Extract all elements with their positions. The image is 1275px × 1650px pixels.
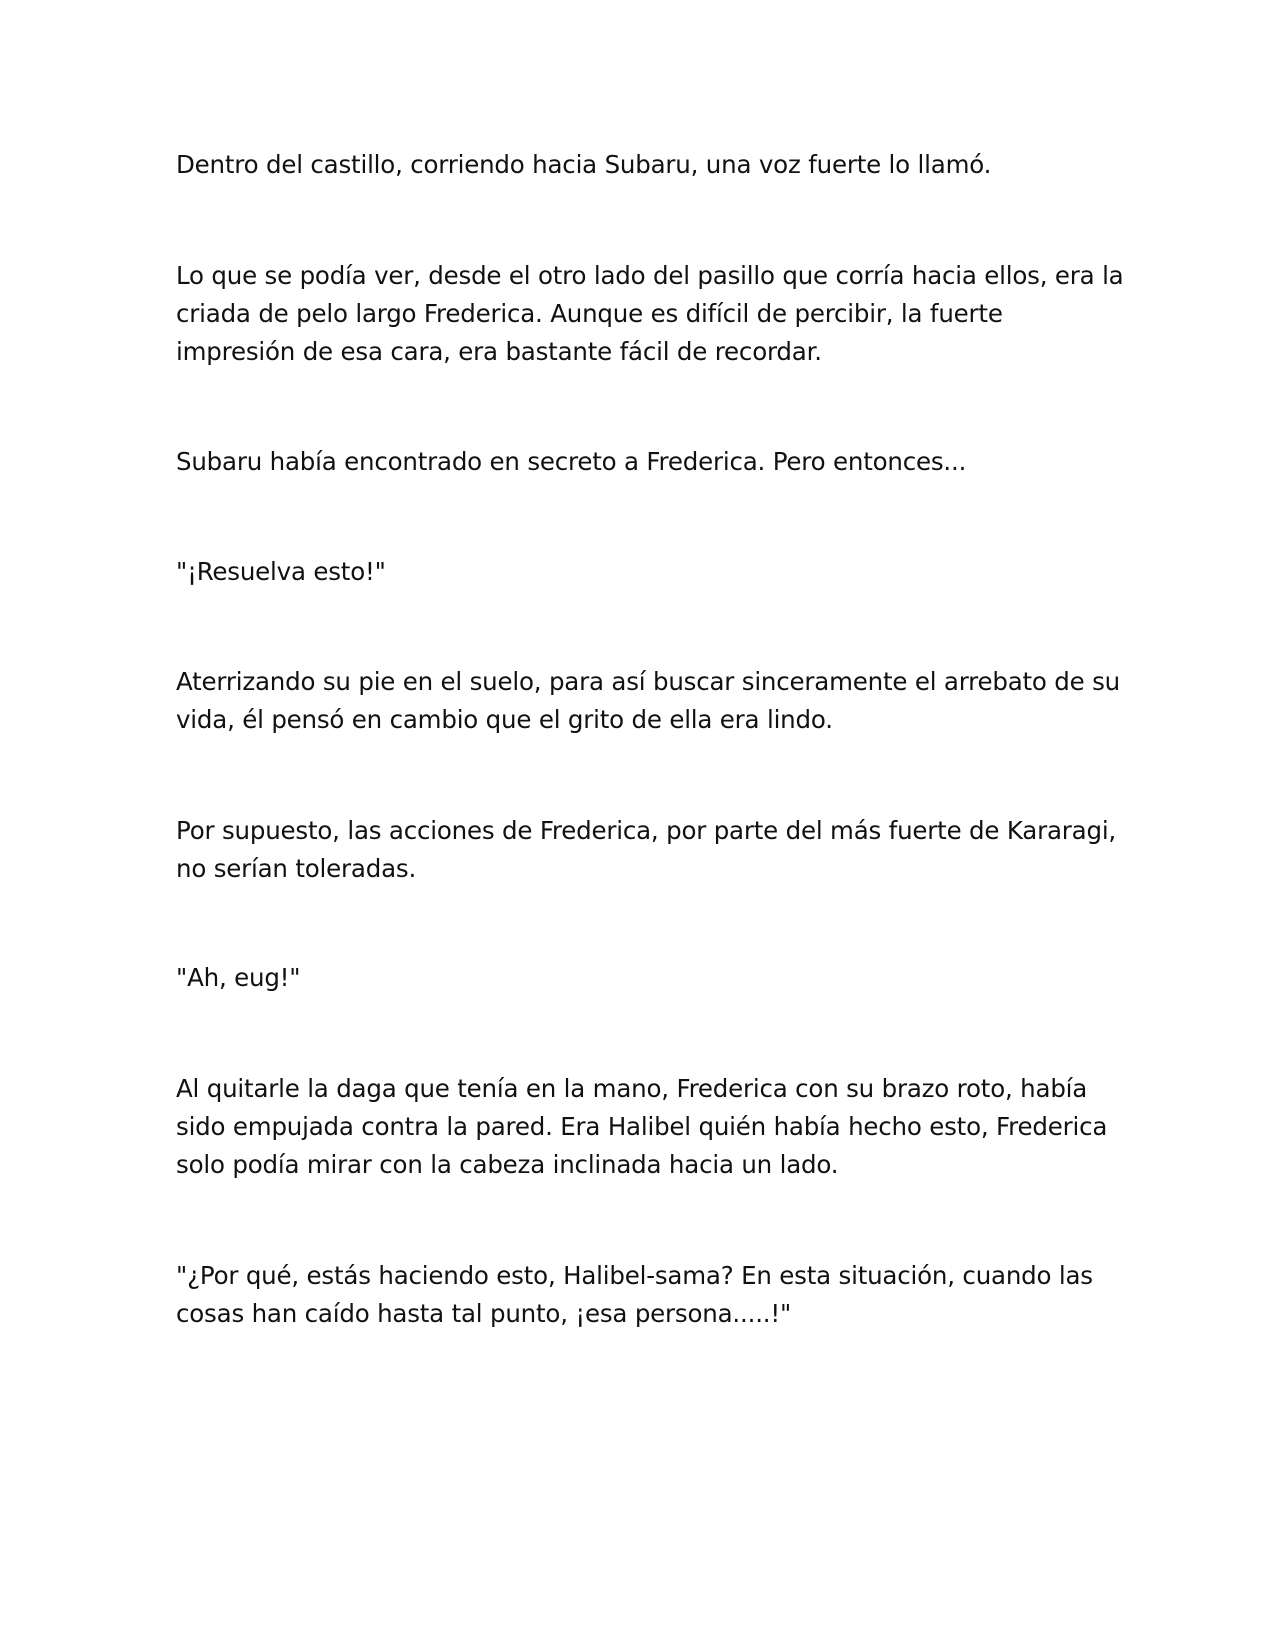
paragraph-8 [176, 1070, 1106, 1184]
paragraph-line: "Ah, eug!" [176, 963, 301, 992]
paragraph-line: solo podía mirar con la cabeza inclinada hacia un lado. [176, 1150, 839, 1179]
paragraph-line: vida, él pensó en cambio que el grito de ella era lindo. [176, 705, 833, 734]
paragraph-6 [176, 812, 1117, 888]
paragraph-3 [176, 443, 1106, 481]
paragraph-9 [176, 1257, 1106, 1333]
paragraph-line: Al quitarle la daga que tenía en la mano, Frederica con su brazo roto, había [176, 1074, 1088, 1103]
paragraph-2 [176, 257, 1124, 371]
paragraph-line: criada de pelo largo Frederica. Aunque es difícil de percibir, la fuerte [176, 299, 1003, 328]
paragraph-line: sido empujada contra la pared. Era Halibel quién había hecho esto, Frederica [176, 1112, 1108, 1141]
paragraph-line: Lo que se podía ver, desde el otro lado del pasillo que corría hacia ellos, era la [176, 261, 1124, 290]
paragraph-1 [176, 146, 1106, 184]
paragraph-line: Por supuesto, las acciones de Frederica, por parte del más fuerte de Kararagi, [176, 816, 1117, 845]
paragraph-line: impresión de esa cara, era bastante fácil de recordar. [176, 337, 822, 366]
paragraph-line: Aterrizando su pie en el suelo, para así buscar sinceramente el arrebato de su [176, 667, 1121, 696]
paragraph-line: "¿Por qué, estás haciendo esto, Halibel-sama? En esta situación, cuando las [176, 1261, 1093, 1290]
paragraph-4 [176, 553, 1106, 591]
paragraph-line: cosas han caído hasta tal punto, ¡esa persona.....!" [176, 1299, 792, 1328]
paragraph-line: no serían toleradas. [176, 854, 417, 883]
paragraph-line: Subaru había encontrado en secreto a Frederica. Pero entonces... [176, 447, 967, 476]
paragraph-line: "¡Resuelva esto!" [176, 557, 386, 586]
paragraph-7 [176, 959, 1106, 997]
paragraph-5 [176, 663, 1121, 739]
paragraph-line: Dentro del castillo, corriendo hacia Subaru, una voz fuerte lo llamó. [176, 150, 992, 179]
